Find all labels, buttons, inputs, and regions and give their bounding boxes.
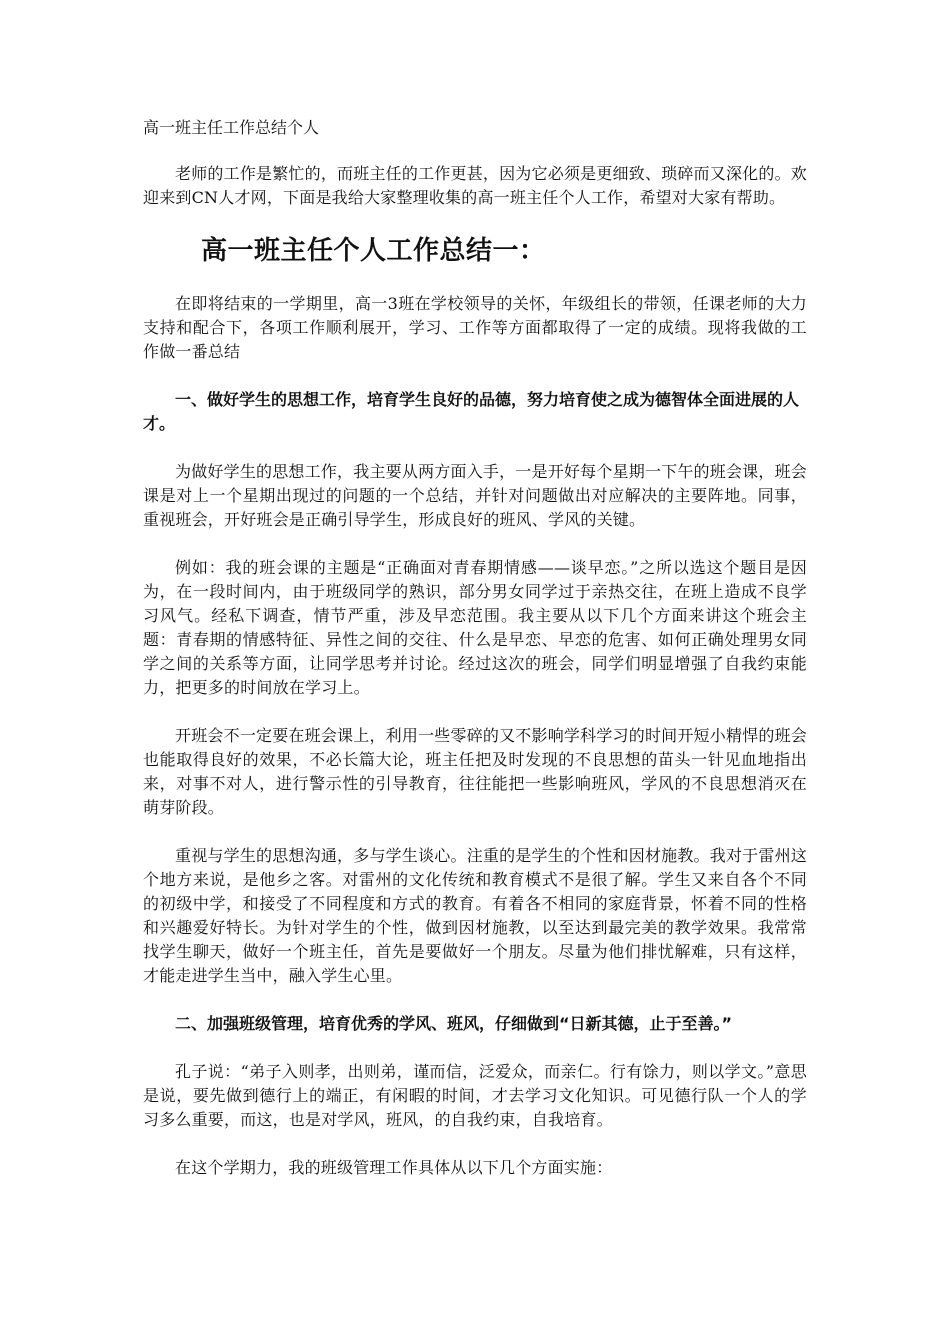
paragraph-5: 重视与学生的思想沟通，多与学生谈心。注重的是学生的个性和因材施教。我对于雷州这个地方来说，是他乡之客。对雷州的文化传统和教育模式不是很了解。学生又来自各个不同的初级中学，和接受了不同程度和方式的教育。有着各不相同的家庭背景，怀着不同的性格和兴趣爱好特长。为针对学生的个性，做到因材施教，以至达到最完美的教学效果。我常常找学生聊天，做好一个班主任，首先是要做好一个朋友。尽量为他们排忧解难，只有这样，才能走进学生当中，融入学生心里。 [143, 846, 807, 985]
paragraph-4: 开班会不一定要在班会课上，利用一些零碎的又不影响学科学习的时间开短小精悍的班会也能取得良好的效果，不必长篇大论，班主任把及时发现的不良思想的苗头一针见血地指出来，对事不对人，进行警示性的引导教育，往往能把一些影响班风，学风的不良思想消灭在萌芽阶段。 [143, 726, 807, 817]
document-title: 高一班主任工作总结个人 [143, 118, 320, 137]
paragraph-2: 为做好学生的思想工作，我主要从两方面入手，一是开好每个星期一下午的班会课，班会课是对上一个星期出现过的问题的一个总结，并针对问题做出对应解决的主要阵地。同事，重视班会，开好班会是正确引导学生，形成良好的班风、学风的关键。 [143, 462, 807, 529]
paragraph-6: 孔子说：“弟子入则孝，出则弟，谨而信，泛爱众，而亲仁。行有馀力，则以学文。”意思是说，要先做到德行上的端正，有闲暇的时间，才去学习文化知识。可见德行队一个人的学习多么重要，而这，也是对学风，班风，的自我约束，自我培育。 [143, 1062, 807, 1129]
paragraph-7: 在这个学期力，我的班级管理工作具体从以下几个方面实施： [175, 1158, 613, 1177]
paragraph-3: 例如：我的班会课的主题是“正确面对青春期情感——谈早恋。”之所以选这个题目是因为，在一段时间内，由于班级同学的熟识，部分男女同学过于亲热交往，在班上造成不良学习风气。经私下调查，情节严重，涉及早恋范围。我主要从以下几个方面来讲这个班会主题：青春期的情感特征、异性之间的交往、什么是早恋、早恋的危害、如何正确处理男女同学之间的关系等方面，让同学思考并讨论。经过这次的班会，同学们明显增强了自我约束能力，把更多的时间放在学习上。 [143, 558, 807, 697]
paragraph-1: 在即将结束的一学期里，高一3班在学校领导的关怀，年级组长的带领，任课老师的大力支持和配合下，各项工作顺利展开，学习、工作等方面都取得了一定的成绩。现将我做的工作做一番总结 [143, 294, 807, 361]
section-2-heading: 二、加强班级管理，培育优秀的学风、班风，仔细做到“日新其德，止于至善。” [175, 1014, 733, 1033]
intro-paragraph: 老师的工作是繁忙的，而班主任的工作更甚，因为它必须是更细致、琐碎而又深化的。欢迎来到CN人才网，下面是我给大家整理收集的高一班主任个人工作，希望对大家有帮助。 [143, 164, 807, 207]
document-page [143, 116, 807, 1204]
summary-heading: 高一班主任个人工作总结一： [201, 236, 546, 266]
section-1-heading: 一、做好学生的思想工作，培育学生良好的品德，努力培育使之成为德智体全面进展的人才。 [143, 390, 800, 433]
